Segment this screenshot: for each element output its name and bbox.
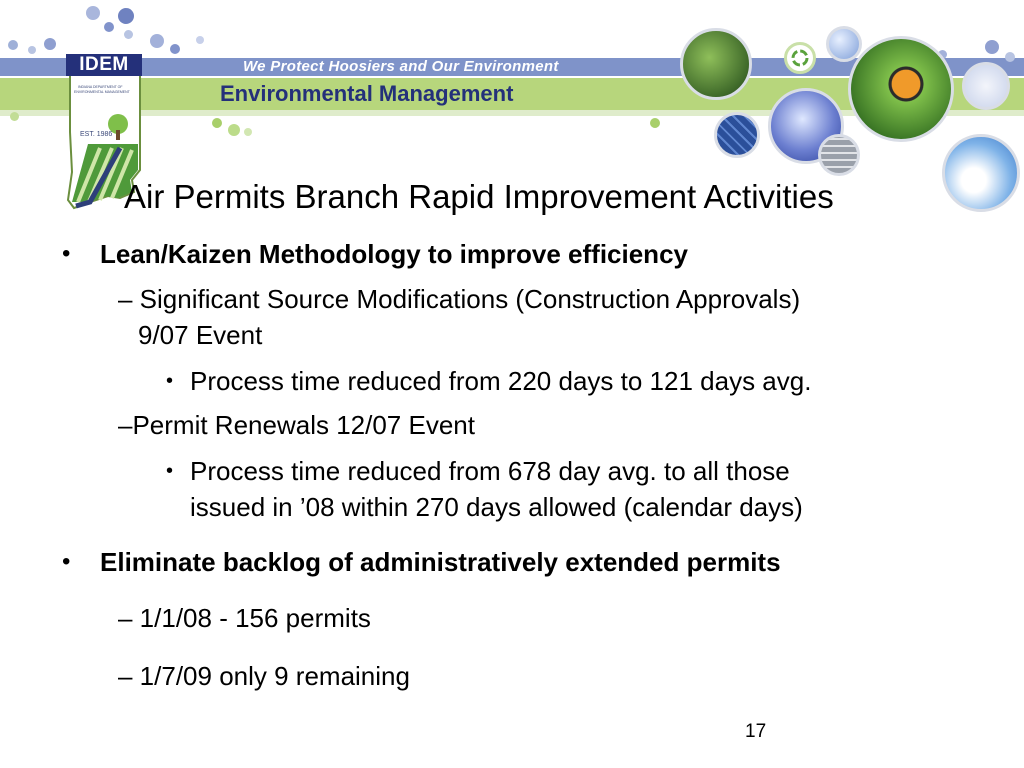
decorative-dot	[170, 44, 180, 54]
sub-item-significant-source: – Significant Source Modifications (Construction Approvals)	[118, 284, 801, 314]
decorative-dot	[150, 34, 164, 48]
idem-logo-text: IDEM	[66, 54, 142, 76]
sub-item-permit-renewals: –Permit Renewals 12/07 Event	[118, 410, 475, 440]
slide-title: Air Permits Branch Rapid Improvement Activities	[124, 178, 834, 215]
sky-clouds-photo	[942, 134, 1020, 212]
decorative-dot	[8, 40, 18, 50]
bullet-eliminate-backlog: Eliminate backlog of administratively extended permits	[100, 547, 781, 577]
svg-text:ENVIRONMENTAL MANAGEMENT: ENVIRONMENTAL MANAGEMENT	[74, 90, 130, 94]
handshake-icon	[962, 62, 1010, 110]
bullet-marker: •	[166, 460, 174, 482]
banner-tagline: We Protect Hoosiers and Our Environment	[243, 58, 559, 75]
decorative-dot	[212, 118, 222, 128]
decorative-dot	[1005, 52, 1015, 62]
sub-item-backlog-2008: – 1/1/08 - 156 permits	[118, 603, 371, 633]
bullet-marker: •	[62, 548, 71, 575]
decorative-dot	[650, 118, 660, 128]
sub-item-backlog-2009: – 1/7/09 only 9 remaining	[118, 661, 410, 691]
decorative-dot	[196, 36, 204, 44]
solar-panel-photo	[714, 112, 760, 158]
idem-logo-est: EST. 1986	[80, 131, 113, 138]
decorative-dot	[28, 46, 36, 54]
banner-department-name: Environmental Management	[220, 81, 514, 106]
decorative-dot	[104, 22, 114, 32]
sub-item-significant-source-cont: 9/07 Event	[138, 320, 263, 350]
page-number: 17	[745, 721, 767, 742]
sub-sub-item-process-time-1: Process time reduced from 220 days to 121 days avg.	[190, 366, 812, 396]
bullet-marker: •	[62, 240, 71, 267]
decorative-dot	[44, 38, 56, 50]
recycle-icon	[784, 42, 816, 74]
building-photo	[818, 134, 860, 176]
sub-sub-item-process-time-2-cont: issued in ’08 within 270 days allowed (calendar days)	[190, 492, 803, 522]
butterfly-photo	[848, 36, 954, 142]
decorative-dot	[86, 6, 100, 20]
water-drop-photo	[826, 26, 862, 62]
sub-sub-item-process-time-2: Process time reduced from 678 day avg. to all those	[190, 456, 790, 486]
decorative-dot	[228, 124, 240, 136]
decorative-dot	[244, 128, 252, 136]
fern-photo	[680, 28, 752, 100]
bullet-marker: •	[166, 370, 174, 392]
decorative-dot	[985, 40, 999, 54]
idem-logo-subtext: INDIANA DEPARTMENT OF	[78, 85, 123, 89]
decorative-dot	[10, 112, 19, 121]
bullet-lean-kaizen: Lean/Kaizen Methodology to improve efficiency	[100, 239, 688, 269]
decorative-dot	[124, 30, 133, 39]
decorative-dot	[118, 8, 134, 24]
